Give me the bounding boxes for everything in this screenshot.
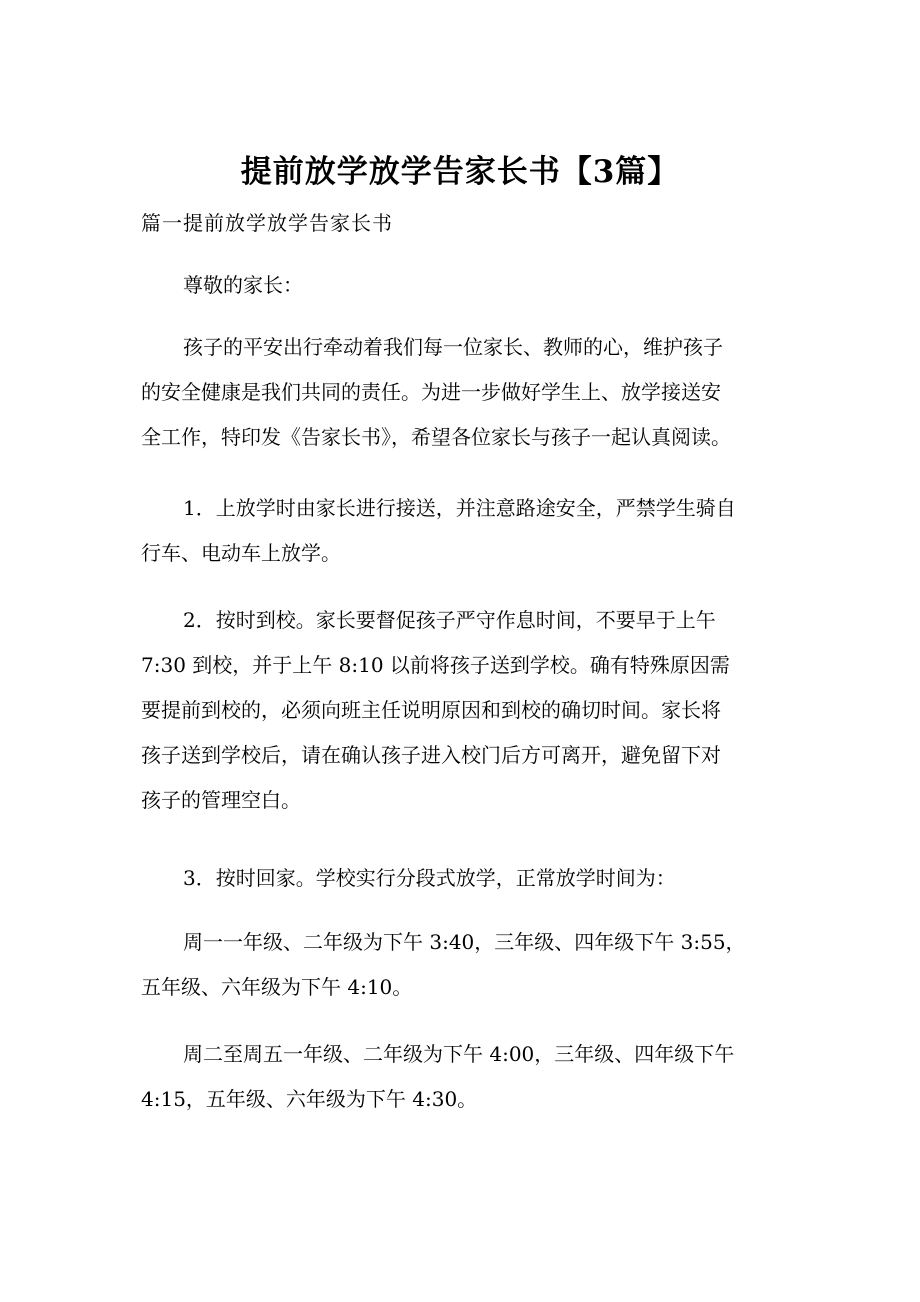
paragraph-line: 全工作，特印发《告家长书》，希望各位家长与孩子一起认真阅读。 <box>141 425 731 449</box>
paragraph-line: 要提前到校的，必须向班主任说明原因和到校的确切时间。家长将 <box>141 698 721 722</box>
paragraph-line: 行车、电动车上放学。 <box>141 541 341 565</box>
greeting-line: 尊敬的家长： <box>183 273 303 297</box>
paragraph-schedule-tue-fri <box>141 1032 801 1122</box>
paragraph-line: 的安全健康是我们共同的责任。为进一步做好学生上、放学接送安 <box>141 380 721 404</box>
paragraph-intro <box>141 325 801 460</box>
paragraph-line: 1．上放学时由家长进行接送，并注意路途安全，严禁学生骑自 <box>183 496 736 520</box>
paragraph-line: 周二至周五一年级、二年级为下午 4:00，三年级、四年级下午 <box>183 1042 735 1066</box>
paragraph-line: 孩子的管理空白。 <box>141 788 301 812</box>
paragraph-line: 2．按时到校。家长要督促孩子严守作息时间，不要早于上午 <box>183 608 716 632</box>
paragraph-line: 3．按时回家。学校实行分段式放学，正常放学时间为： <box>183 866 676 890</box>
paragraph-line: 五年级、六年级为下午 4:10。 <box>141 975 413 999</box>
document-title: 提前放学放学告家长书【3篇】 <box>240 154 680 190</box>
paragraph-line: 周一一年级、二年级为下午 3:40，三年级、四年级下午 3:55， <box>183 930 746 954</box>
paragraph-line: 孩子的平安出行牵动着我们每一位家长、教师的心，维护孩子 <box>183 335 723 359</box>
paragraph-line: 孩子送到学校后，请在确认孩子进入校门后方可离开，避免留下对 <box>141 743 721 767</box>
paragraph-line: 4:15，五年级、六年级为下午 4:30。 <box>141 1087 478 1111</box>
paragraph-schedule-monday <box>141 920 801 1010</box>
paragraph-item-2 <box>141 598 801 823</box>
paragraph-item-3 <box>141 856 801 901</box>
greeting <box>141 263 801 308</box>
paragraph-line: 7:30 到校，并于上午 8:10 以前将孩子送到学校。确有特殊原因需 <box>141 653 730 677</box>
paragraph-item-1 <box>141 486 801 576</box>
section-heading: 篇一提前放学放学告家长书 <box>141 211 393 235</box>
